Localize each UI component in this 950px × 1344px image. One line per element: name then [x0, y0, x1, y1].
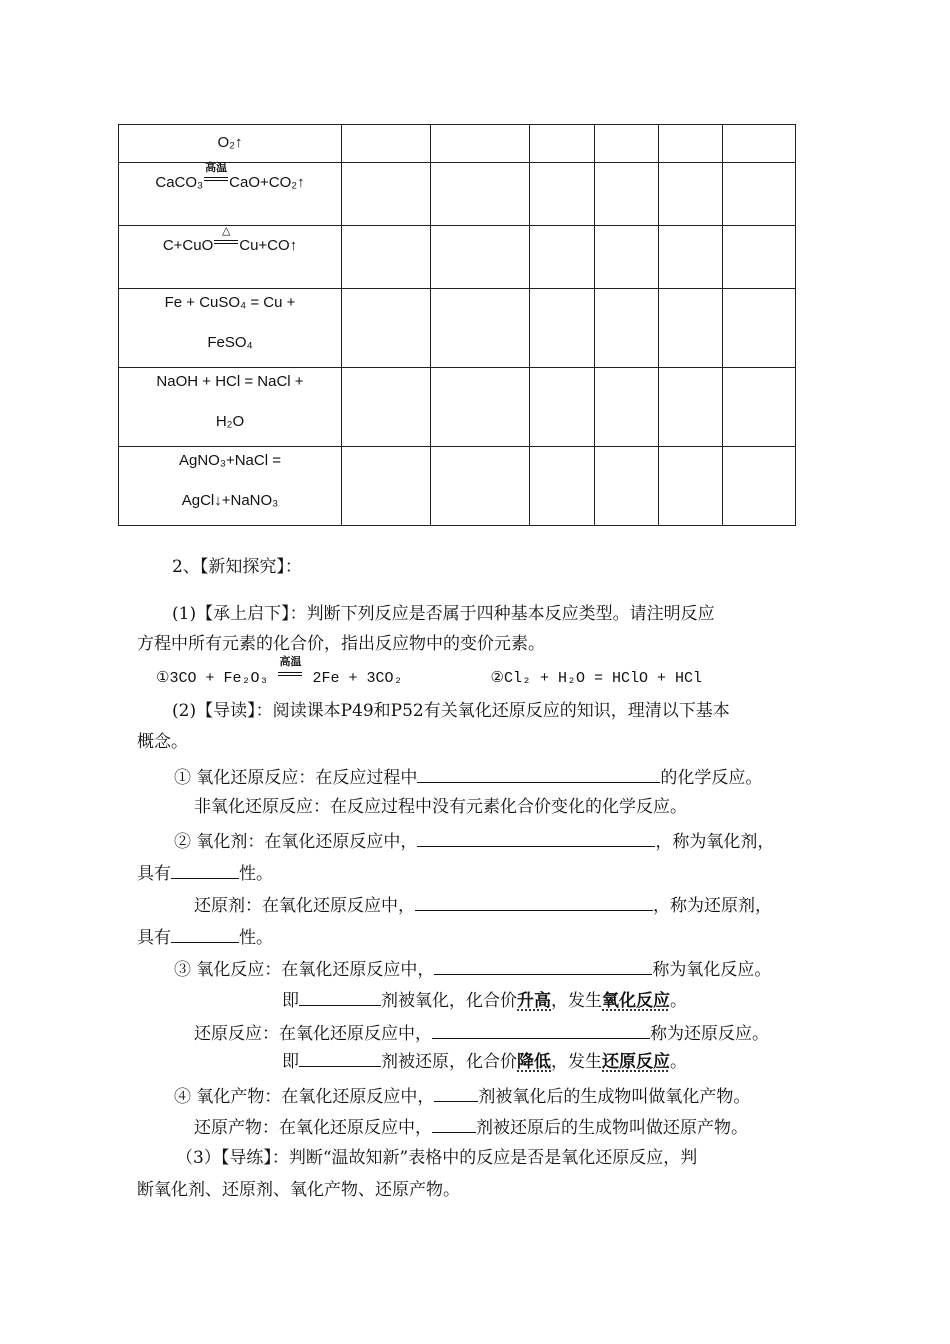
paragraph-line: (1)【承上启下】：判断下列反应是否属于四种基本反应类型。请注明反应: [172, 604, 715, 624]
fill-blank[interactable]: [434, 956, 652, 975]
equation-text: Fe + CuSO₄ = Cu +: [164, 294, 296, 311]
equation-cell: [119, 368, 342, 447]
emphasis-text: 降低: [517, 1052, 551, 1072]
answer-cell[interactable]: [342, 447, 431, 526]
concept-oxidation-product: [174, 1083, 750, 1108]
concept-text: 即: [282, 1052, 299, 1072]
answer-cell[interactable]: [530, 163, 595, 226]
concept-redox-reaction: [174, 764, 762, 789]
fill-blank[interactable]: [171, 860, 239, 879]
reaction-condition-sign: [204, 162, 228, 187]
answer-cell[interactable]: [723, 447, 796, 526]
answer-cell[interactable]: [431, 226, 530, 289]
equation-cell: [119, 226, 342, 289]
concept-text: 称为氧化反应。: [652, 960, 772, 980]
equation-products: CaO+CO₂↑: [229, 174, 305, 191]
reaction-condition-sign: [278, 657, 302, 682]
equation-cell: [119, 289, 342, 368]
paragraph-line: 断氧化剂、还原剂、氧化产物、还原产物。: [137, 1180, 460, 1200]
emphasis-text: 氧化反应: [602, 991, 670, 1011]
fill-blank[interactable]: [432, 1114, 476, 1133]
answer-cell[interactable]: [431, 447, 530, 526]
concept-text: 性。: [239, 864, 273, 884]
concept-text: 剂被还原后的生成物叫做还原产物。: [476, 1118, 748, 1138]
concept-oxidant-property: [137, 860, 273, 885]
concept-text: 性。: [239, 928, 273, 948]
equation-line: [156, 657, 703, 690]
answer-cell[interactable]: [530, 368, 595, 447]
answer-cell[interactable]: [723, 125, 796, 163]
answer-cell[interactable]: [595, 289, 659, 368]
paragraph-line: (2)【导读】：阅读课本P49和P52有关氧化还原反应的知识，理清以下基本: [172, 701, 730, 721]
equation-2: ②Cl₂ + H₂O = HClO + HCl: [490, 670, 703, 687]
table-row: [119, 226, 796, 289]
answer-cell[interactable]: [659, 125, 723, 163]
fill-blank[interactable]: [417, 764, 660, 783]
concept-text: ，发生: [551, 991, 602, 1011]
fill-blank[interactable]: [415, 892, 653, 911]
concept-reduction-reaction: [194, 1020, 769, 1045]
answer-cell[interactable]: [595, 226, 659, 289]
equation-cell: [119, 125, 342, 163]
condition-label: △: [222, 225, 231, 237]
fill-blank[interactable]: [432, 1020, 650, 1039]
answer-cell[interactable]: [595, 125, 659, 163]
section-heading: 2、【新知探究】：: [172, 557, 302, 577]
answer-cell[interactable]: [530, 125, 595, 163]
concept-text: 剂被氧化后的生成物叫做氧化产物。: [478, 1087, 751, 1107]
concept-text: 具有: [137, 864, 171, 884]
equation-reactants: CaCO₃: [155, 174, 204, 191]
answer-cell[interactable]: [431, 163, 530, 226]
emphasis-text: 升高: [517, 991, 551, 1011]
answer-cell[interactable]: [342, 289, 431, 368]
concept-text: ① 氧化还原反应：在反应过程中: [174, 768, 418, 788]
answer-cell[interactable]: [342, 368, 431, 447]
concept-text: ④ 氧化产物：在氧化还原反应中，: [174, 1087, 435, 1107]
concept-text: ② 氧化剂：在氧化还原反应中，: [174, 832, 418, 852]
equation-text: O₂↑: [217, 134, 243, 151]
answer-cell[interactable]: [431, 368, 530, 447]
reaction-table: [118, 124, 796, 526]
answer-cell[interactable]: [659, 447, 723, 526]
answer-cell[interactable]: [659, 289, 723, 368]
concept-text: 具有: [137, 928, 171, 948]
answer-cell[interactable]: [723, 289, 796, 368]
equation-text: NaOH + HCl = NaCl +: [156, 373, 304, 390]
concept-text: 还原剂：在氧化还原反应中，: [194, 896, 415, 916]
answer-cell[interactable]: [723, 163, 796, 226]
concept-oxidation-detail: [282, 987, 687, 1012]
concept-text: ③ 氧化反应：在氧化还原反应中，: [174, 960, 435, 980]
concept-text: ，称为还原剂，: [653, 896, 772, 916]
fill-blank[interactable]: [299, 987, 381, 1006]
equation-text: AgCl↓+NaNO₃: [181, 492, 279, 509]
answer-cell[interactable]: [595, 368, 659, 447]
answer-cell[interactable]: [659, 163, 723, 226]
table-row: [119, 163, 796, 226]
reaction-condition-sign: [214, 225, 238, 250]
emphasis-text: 还原反应: [602, 1052, 670, 1072]
equation-products: Cu+CO↑: [239, 237, 298, 254]
equation-text: H₂O: [215, 413, 245, 430]
equation-cell: [119, 163, 342, 226]
equation-text: AgNO₃+NaCl =: [179, 452, 281, 469]
equation-1-products: 2Fe + 3CO₂: [312, 670, 403, 687]
equation-cell: [119, 447, 342, 526]
paragraph-line: 概念。: [137, 732, 188, 752]
fill-blank[interactable]: [299, 1048, 381, 1067]
answer-cell[interactable]: [659, 368, 723, 447]
concept-text: 的化学反应。: [660, 768, 763, 788]
concept-oxidation-reaction: [174, 956, 771, 981]
table-row: [119, 447, 796, 526]
equation-reactants: C+CuO: [162, 237, 214, 254]
concept-text: 还原反应：在氧化还原反应中，: [194, 1024, 432, 1044]
answer-cell[interactable]: [723, 368, 796, 447]
concept-text: ，发生: [551, 1052, 602, 1072]
concept-text: ，称为氧化剂，: [655, 832, 775, 852]
condition-label: 高温: [279, 657, 302, 669]
concept-text: 剂被还原，化合价: [381, 1052, 517, 1072]
answer-cell[interactable]: [723, 226, 796, 289]
answer-cell[interactable]: [530, 226, 595, 289]
concept-non-redox: 非氧化还原反应：在反应过程中没有元素化合价变化的化学反应。: [194, 797, 687, 817]
concept-reductant-property: [137, 924, 273, 949]
concept-reductant: [194, 892, 772, 917]
condition-label: 高温: [205, 162, 228, 174]
equation-text: FeSO₄: [207, 334, 253, 351]
paragraph-line: 方程中所有元素的化合价，指出反应物中的变价元素。: [137, 634, 545, 654]
table-row: [119, 368, 796, 447]
concept-reduction-product: [194, 1114, 748, 1139]
concept-text: 还原产物：在氧化还原反应中，: [194, 1118, 432, 1138]
concept-text: 即: [282, 991, 299, 1011]
answer-cell[interactable]: [342, 163, 431, 226]
answer-cell[interactable]: [431, 289, 530, 368]
paragraph-line: （3）【导练】：判断“温故知新”表格中的反应是否是氧化还原反应，判: [176, 1148, 698, 1168]
fill-blank[interactable]: [417, 828, 655, 847]
answer-cell[interactable]: [530, 447, 595, 526]
concept-reduction-detail: [282, 1048, 687, 1073]
concept-text: 。: [670, 1052, 687, 1072]
concept-text: 称为还原反应。: [650, 1024, 769, 1044]
table-row: [119, 125, 796, 163]
answer-cell[interactable]: [595, 163, 659, 226]
concept-text: 。: [670, 991, 687, 1011]
table-row: [119, 289, 796, 368]
answer-cell[interactable]: [342, 125, 431, 163]
fill-blank[interactable]: [434, 1083, 478, 1102]
fill-blank[interactable]: [171, 924, 239, 943]
answer-cell[interactable]: [595, 447, 659, 526]
concept-oxidant: [174, 828, 774, 853]
concept-text: 剂被氧化，化合价: [381, 991, 517, 1011]
equation-1-reactants: ①3CO + Fe₂O₃: [156, 670, 269, 687]
answer-cell[interactable]: [659, 226, 723, 289]
answer-cell[interactable]: [342, 226, 431, 289]
answer-cell[interactable]: [431, 125, 530, 163]
answer-cell[interactable]: [530, 289, 595, 368]
